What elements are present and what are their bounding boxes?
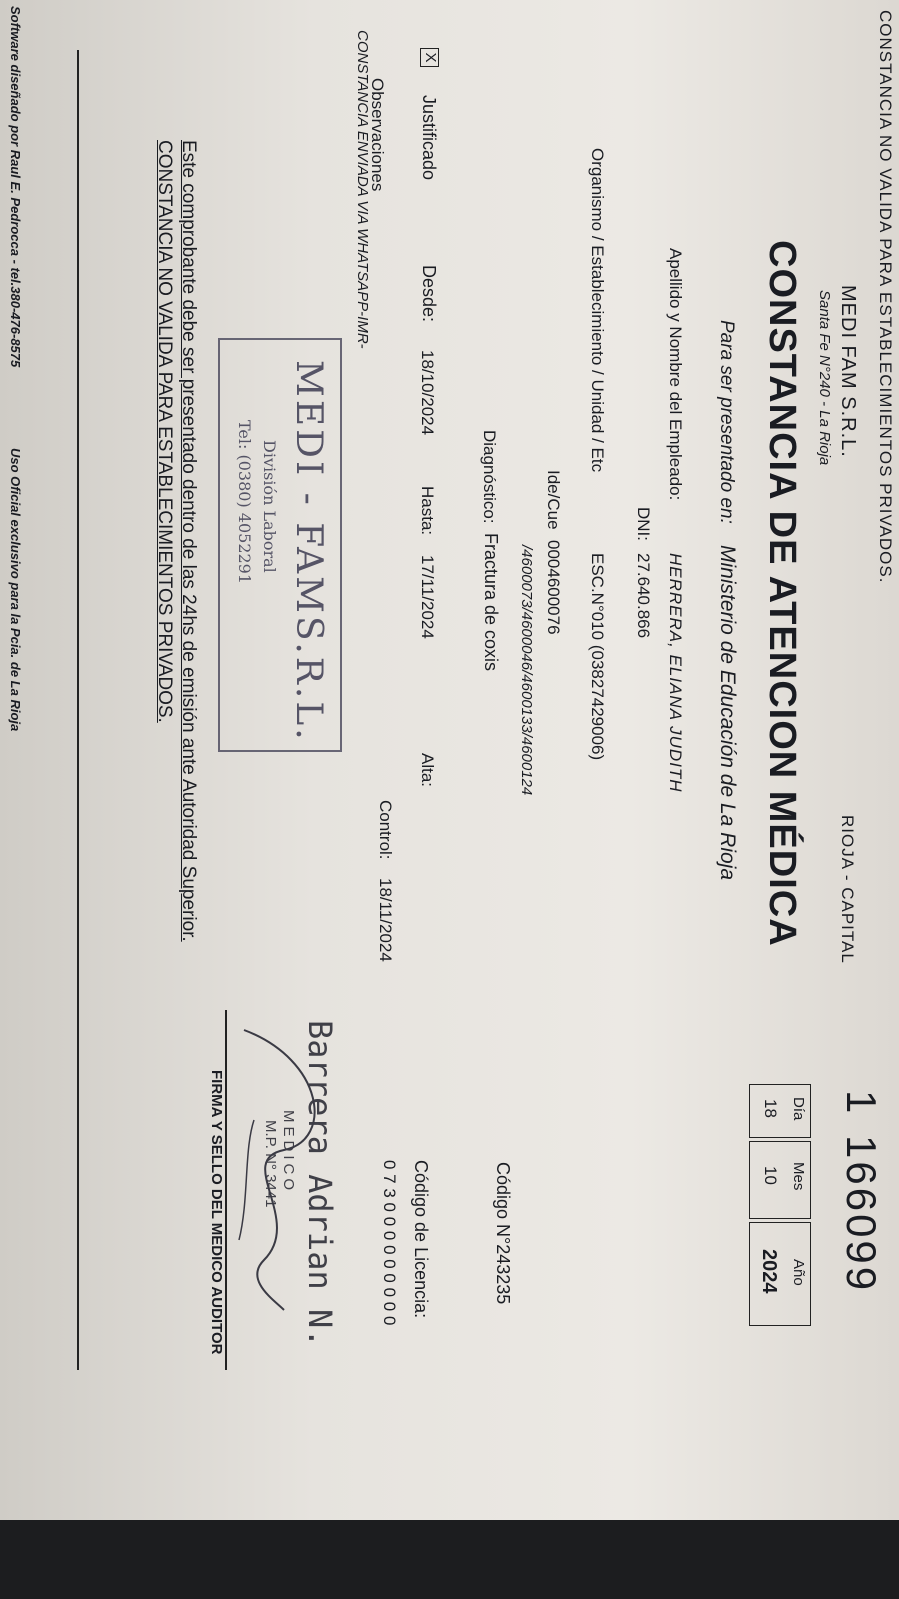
hasta-label: Hasta: (418, 486, 437, 536)
date-year-label: Año (790, 1259, 807, 1286)
doctor-title: MEDICO (280, 1110, 297, 1194)
top-note: CONSTANCIA NO VALIDA PARA ESTABLECIMIENTOS PRIVADOS. (876, 10, 895, 584)
control-value: 18/11/2024 (376, 878, 395, 962)
notice-2: CONSTANCIA NO VALIDA PARA ESTABLECIMIENTOS PRIVADOS. (154, 140, 175, 723)
justificado-label: Justificado (419, 95, 439, 181)
desde-value: 18/10/2024 (418, 350, 437, 436)
doctor-mp: M.P. N° 3441 (262, 1120, 279, 1208)
doctor-signature (224, 1000, 344, 1320)
footer-left: Software diseñado por Raul E. Pedrocca - tel.380-476-8575 (8, 6, 23, 368)
stamp-division: División Laboral (260, 440, 279, 573)
observaciones-label: Observaciones (368, 78, 387, 192)
doctor-name: Barrera Adrian N. (301, 1020, 339, 1348)
hasta-value: 17/11/2024 (418, 555, 437, 639)
date-day-box (749, 1084, 811, 1138)
number-prefix: 1 (838, 1090, 885, 1114)
document-number: 166099 (838, 1135, 885, 1294)
date-year-box (749, 1222, 811, 1326)
ide-value-1: 0004600076 (544, 540, 563, 635)
control-label: Control: (376, 800, 395, 860)
date-year: 2024 (758, 1249, 780, 1294)
notice-1: Este comprobante debe ser presentado dentro de las 24hs de emisión ante Autoridad Superior. (178, 140, 199, 942)
dni-value: 27.640.866 (634, 553, 653, 639)
codigo-n: Código N°243235 (493, 1162, 513, 1305)
alta-label: Alta: (418, 753, 437, 788)
date-day-label: Día (790, 1097, 807, 1121)
stamp-company-name: MEDI - FAMS.R.L. (288, 360, 329, 743)
organismo-value: ESC.N°010 (03827429006) (588, 553, 607, 761)
ide-label: Ide/Cue (544, 470, 563, 530)
justificado-checkbox: X (420, 48, 439, 67)
employee-value: HERRERA, ELIANA JUDITH (666, 553, 685, 793)
presented-label: Para ser presentado en: (716, 320, 737, 524)
stamp-phone: Tel: (0380) 4052291 (235, 420, 254, 585)
footer-right: Uso Oficial exclusivo para la Pcia. de La Rioja (8, 448, 23, 732)
date-day: 18 (761, 1099, 780, 1118)
date-month-box (749, 1141, 811, 1219)
location: RIOJA - CAPITAL (838, 815, 857, 964)
footer-line (78, 50, 80, 1370)
date-month: 10 (761, 1166, 780, 1185)
firma-label: FIRMA Y SELLO DEL MEDICO AUDITOR (208, 1070, 225, 1355)
ide-value-2: /4600073/4600046/4600133/4600124 (518, 545, 535, 796)
diagnostico-value: Fractura de coxis (481, 533, 501, 672)
dni-label: DNI: (634, 507, 653, 541)
observaciones-text: CONSTANCIA ENVIADA VIA WHATSAPP-IMR- (354, 30, 371, 349)
presented-value: Ministerio de Educación de La Rioja (716, 545, 739, 881)
organismo-label: Organismo / Establecimiento / Unidad / Etc (588, 148, 607, 473)
signature-line (226, 1010, 228, 1370)
diagnostico-label: Diagnóstico: (480, 430, 499, 524)
desde-label: Desde: (419, 265, 439, 323)
company-name: MEDI FAM S.R.L. (837, 285, 859, 458)
page-title: CONSTANCIA DE ATENCION MÉDICA (761, 240, 803, 947)
codigo-licencia-label: Código de Licencia: (411, 1160, 431, 1319)
employee-label: Apellido y Nombre del Empleado: (666, 248, 685, 501)
codigo-licencia-value: 0 7 3 0 0 0 0 0 0 0 0 0 (380, 1160, 399, 1326)
date-month-label: Mes (790, 1162, 807, 1191)
company-address: Santa Fe N°240 - La Rioja (816, 290, 833, 466)
